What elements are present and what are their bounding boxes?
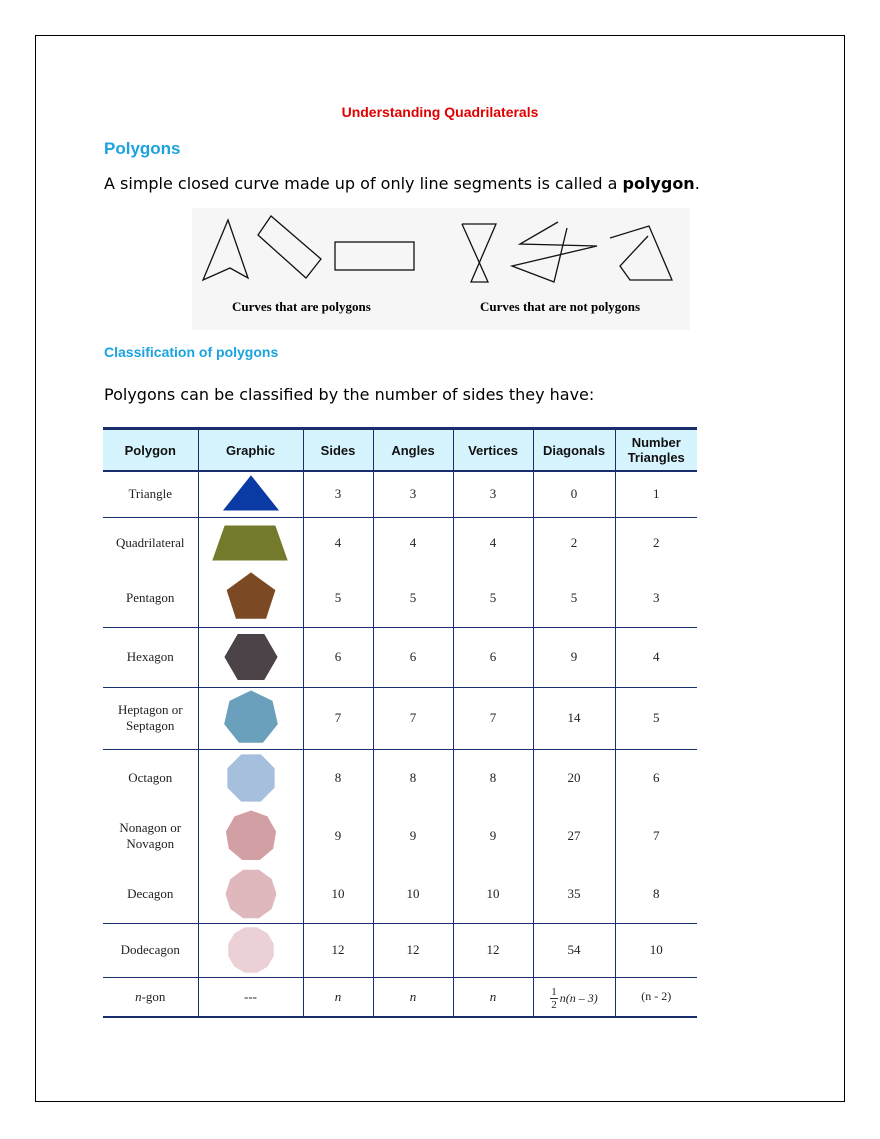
cell-angles: 8: [373, 749, 453, 807]
cell-polygon-name: Pentagon: [103, 569, 198, 627]
dodecagon-icon: [211, 925, 291, 975]
decagon-icon: [211, 867, 291, 921]
open-curve-shape: [512, 222, 597, 282]
arrow-polygon-shape: [203, 220, 248, 280]
cell-vertices: 5: [453, 569, 533, 627]
fraction-denominator: 2: [551, 998, 557, 1011]
cell-vertices: 8: [453, 749, 533, 807]
decagon-shape: [226, 870, 276, 918]
cell-sides: 12: [303, 923, 373, 977]
cell-polygon-name: [103, 977, 198, 1017]
self-crossing-curve-shape: [610, 226, 672, 280]
pentagon-icon: [211, 571, 291, 625]
cell-graphic: [198, 569, 303, 627]
table-row: [103, 627, 697, 687]
cell-polygon-name: Nonagon or Novagon: [119, 820, 182, 851]
header-angles: Angles: [373, 429, 453, 472]
cell-diagonals: 0: [533, 471, 615, 517]
cell-vertices: 10: [453, 865, 533, 923]
triangle-icon: [211, 473, 291, 515]
crossed-curve-shape: [462, 224, 496, 282]
section-heading-classification: Classification of polygons: [104, 344, 279, 360]
cell-graphic: [198, 749, 303, 807]
cell-graphic: [198, 865, 303, 923]
polygon-examples-figure: [192, 208, 690, 330]
cell-triangles: 7: [615, 807, 697, 865]
definition-punct: .: [694, 174, 700, 193]
pentagon-shape: [227, 573, 275, 618]
cell-triangles: 5: [615, 687, 697, 749]
table-row: [103, 471, 697, 517]
definition-text: A simple closed curve made up of only line segments is called a: [104, 174, 623, 193]
cell-sides: 8: [303, 749, 373, 807]
classification-intro: Polygons can be classified by the number of sides they have:: [104, 385, 595, 404]
heptagon-icon: [211, 689, 291, 747]
table-row: [103, 923, 697, 977]
rectangle-shape: [335, 242, 414, 270]
header-graphic: Graphic: [198, 429, 303, 472]
cell-polygon-name: Hexagon: [103, 627, 198, 687]
cell-vertices: 4: [453, 517, 533, 569]
cell-vertices: 9: [453, 807, 533, 865]
fraction-numerator: 1: [551, 985, 557, 998]
heptagon-shape: [224, 691, 277, 742]
header-number-triangles: Number Triangles: [615, 429, 697, 472]
cell-vertices: 12: [453, 923, 533, 977]
page-title: Understanding Quadrilaterals: [341, 104, 539, 120]
cell-angles: 12: [373, 923, 453, 977]
table-row: [103, 687, 697, 749]
caption-polygons: Curves that are polygons: [232, 299, 371, 314]
cell-angles: 7: [373, 687, 453, 749]
cell-sides: 6: [303, 627, 373, 687]
cell-triangles: 6: [615, 749, 697, 807]
header-polygon: Polygon: [103, 429, 198, 472]
table-row-ngon: [103, 977, 697, 1017]
cell-triangles: 8: [615, 865, 697, 923]
cell-graphic: [198, 687, 303, 749]
cell-triangles: 10: [615, 923, 697, 977]
cell-angles: 3: [373, 471, 453, 517]
cell-graphic: [198, 517, 303, 569]
tilted-rectangle-shape: [258, 216, 321, 278]
ngon-suffix: -gon: [141, 988, 166, 1004]
cell-sides: 9: [303, 807, 373, 865]
cell-polygon-name: Triangle: [103, 471, 198, 517]
cell-graphic: [198, 807, 303, 865]
cell-polygon-name: Decagon: [103, 865, 198, 923]
cell-vertices: 3: [453, 471, 533, 517]
section-heading-polygons: Polygons: [104, 139, 181, 158]
cell-triangles: 3: [615, 569, 697, 627]
table-row: [103, 807, 697, 865]
cell-graphic: [198, 627, 303, 687]
cell-angles: n: [373, 977, 453, 1017]
quadrilateral-shape: [213, 526, 287, 560]
cell-graphic: ---: [198, 977, 303, 1017]
cell-diagonals: 35: [533, 865, 615, 923]
quadrilateral-icon: [211, 519, 291, 567]
nonagon-shape: [226, 811, 275, 860]
cell-sides: 7: [303, 687, 373, 749]
cell-sides: 10: [303, 865, 373, 923]
octagon-icon: [211, 751, 291, 805]
dodecagon-shape: [228, 928, 272, 972]
cell-sides: 5: [303, 569, 373, 627]
cell-polygon-name: Quadrilateral: [115, 535, 185, 551]
cell-diagonals: 14: [533, 687, 615, 749]
cell-polygon-name: Dodecagon: [103, 923, 198, 977]
triangle-shape: [224, 476, 278, 510]
cell-diagonals: 2: [533, 517, 615, 569]
table-row: [103, 517, 697, 569]
cell-diagonals: 54: [533, 923, 615, 977]
cell-angles: 10: [373, 865, 453, 923]
cell-diagonals: 20: [533, 749, 615, 807]
header-vertices: Vertices: [453, 429, 533, 472]
cell-graphic: [198, 471, 303, 517]
octagon-shape: [227, 755, 273, 801]
table-header-row: [103, 429, 697, 472]
header-sides: Sides: [303, 429, 373, 472]
cell-vertices: n: [453, 977, 533, 1017]
caption-not-polygons: Curves that are not polygons: [480, 299, 641, 314]
polygon-table: [103, 427, 697, 1018]
fraction-one-half: [550, 986, 558, 1011]
cell-sides: 3: [303, 471, 373, 517]
cell-angles: 4: [373, 517, 453, 569]
cell-triangles: (n - 2): [615, 977, 697, 1017]
definition-term: polygon: [622, 174, 695, 193]
cell-graphic: [198, 923, 303, 977]
cell-diagonals: 9: [533, 627, 615, 687]
table-row: [103, 569, 697, 627]
cell-triangles: 2: [615, 517, 697, 569]
cell-angles: 6: [373, 627, 453, 687]
cell-polygon-name: Heptagon or Septagon: [103, 687, 198, 749]
cell-vertices: 7: [453, 687, 533, 749]
cell-polygon-name: Octagon: [128, 770, 173, 786]
table-row: [103, 749, 697, 807]
cell-triangles: 4: [615, 627, 697, 687]
ngon-n: n: [135, 988, 142, 1004]
cell-angles: 9: [373, 807, 453, 865]
hexagon-shape: [225, 635, 277, 680]
cell-diagonals: 5: [533, 569, 615, 627]
polygon-definition: [104, 174, 700, 193]
cell-triangles: 1: [615, 471, 697, 517]
cell-sides: n: [303, 977, 373, 1017]
cell-diagonals-formula: [533, 977, 615, 1017]
formula-expression: n(n – 3): [559, 990, 598, 1005]
diagonal-formula: [550, 986, 598, 1011]
hexagon-icon: [211, 629, 291, 685]
table-row: [103, 865, 697, 923]
header-diagonals: Diagonals: [533, 429, 615, 472]
cell-sides: 4: [303, 517, 373, 569]
cell-diagonals: 27: [533, 807, 615, 865]
nonagon-icon: [211, 809, 291, 863]
cell-angles: 5: [373, 569, 453, 627]
cell-vertices: 6: [453, 627, 533, 687]
